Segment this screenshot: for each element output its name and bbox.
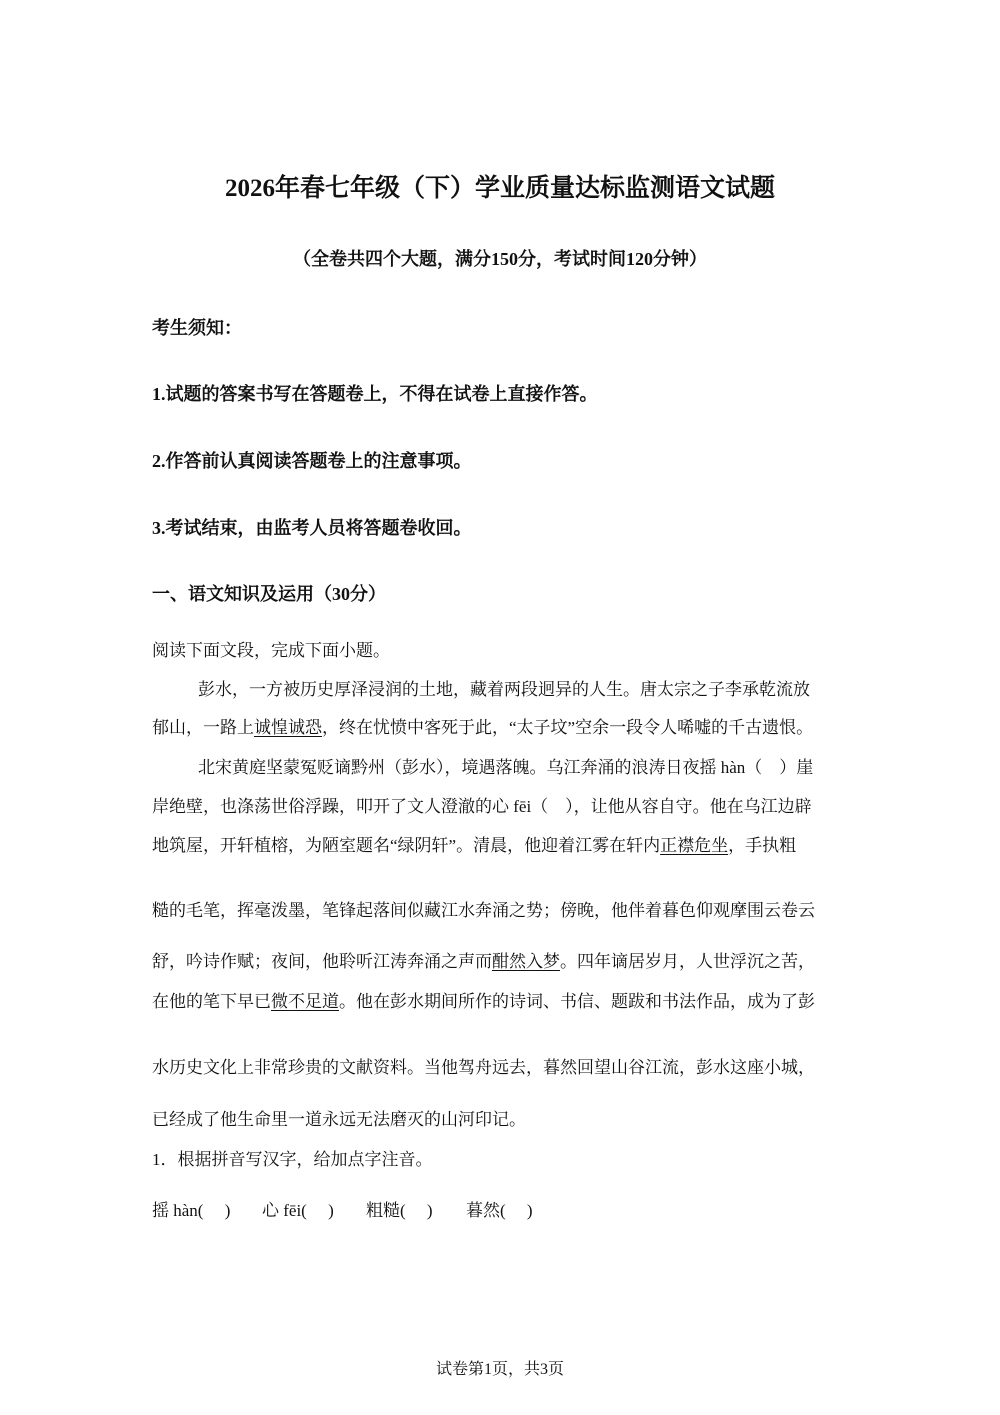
passage-line: 糙的毛笔，挥毫泼墨，笔锋起落间似藏江水奔涌之势；傍晚，他伴着暮色仰观摩围云卷云 — [152, 901, 815, 920]
underlined-idiom: 酣然入梦 — [492, 952, 560, 971]
page-footer: 试卷第1页，共3页 — [435, 1361, 564, 1378]
question-1-item: 心 fēi( ) — [262, 1201, 334, 1220]
question-1-item: 暮然( ) — [466, 1201, 533, 1220]
notice-item-1: 1.试题的答案书写在答题卷上，不得在试卷上直接作答。 — [152, 384, 598, 404]
section-heading: 一、语文知识及运用（30分） — [152, 584, 386, 604]
passage-line: 彭水，一方被历史厚泽浸润的土地，藏着两段迥异的人生。唐太宗之子李承乾流放 — [198, 680, 810, 699]
question-1-item: 粗糙( ) — [366, 1201, 433, 1220]
notice-item-3: 3.考试结束，由监考人员将答题卷收回。 — [152, 518, 472, 538]
passage-line: 已经成了他生命里一道永远无法磨灭的山河印记。 — [152, 1110, 526, 1129]
passage-line: 在他的笔下早已微不足道。他在彭水期间所作的诗词、书信、题跋和书法作品，成为了彭 — [152, 992, 815, 1011]
notice-heading: 考生须知： — [152, 318, 242, 338]
passage-line: 岸绝壁，也涤荡世俗浮躁，叩开了文人澄澈的心 fēi（ ），让他从容自守。他在乌江边辟 — [152, 797, 812, 816]
passage-line: 地筑屋，开轩植榕，为陋室题名“绿阴轩”。清晨，他迎着江雾在轩内正襟危坐，手执粗 — [152, 836, 797, 855]
question-1-prompt: 1．根据拼音写汉字，给加点字注音。 — [152, 1150, 433, 1169]
underlined-idiom: 微不足道 — [271, 992, 339, 1011]
passage-line: 水历史文化上非常珍贵的文献资料。当他驾舟远去，暮然回望山谷江流，彭水这座小城， — [152, 1058, 815, 1077]
underlined-idiom: 正襟危坐 — [660, 836, 729, 855]
passage-line: 舒，吟诗作赋；夜间，他聆听江涛奔涌之声而酣然入梦。四年谪居岁月，人世浮沉之苦， — [152, 952, 815, 971]
notice-item-2: 2.作答前认真阅读答题卷上的注意事项。 — [152, 451, 472, 471]
exam-subtitle: （全卷共四个大题，满分150分，考试时间120分钟） — [293, 249, 707, 269]
underlined-idiom: 诚惶诚恐 — [254, 718, 322, 737]
reading-intro: 阅读下面文段，完成下面小题。 — [152, 641, 390, 660]
exam-title: 2026年春七年级（下）学业质量达标监测语文试题 — [224, 175, 775, 202]
passage-line: 郁山，一路上诚惶诚恐，终在忧愤中客死于此，“太子坟”空余一段令人唏嘘的千古遗恨。 — [152, 718, 814, 737]
passage-line: 北宋黄庭坚蒙冤贬谪黔州（彭水），境遇落魄。乌江奔涌的浪涛日夜摇 hàn（ ）崖 — [198, 758, 814, 777]
question-1-item: 摇 hàn( ) — [152, 1201, 231, 1220]
